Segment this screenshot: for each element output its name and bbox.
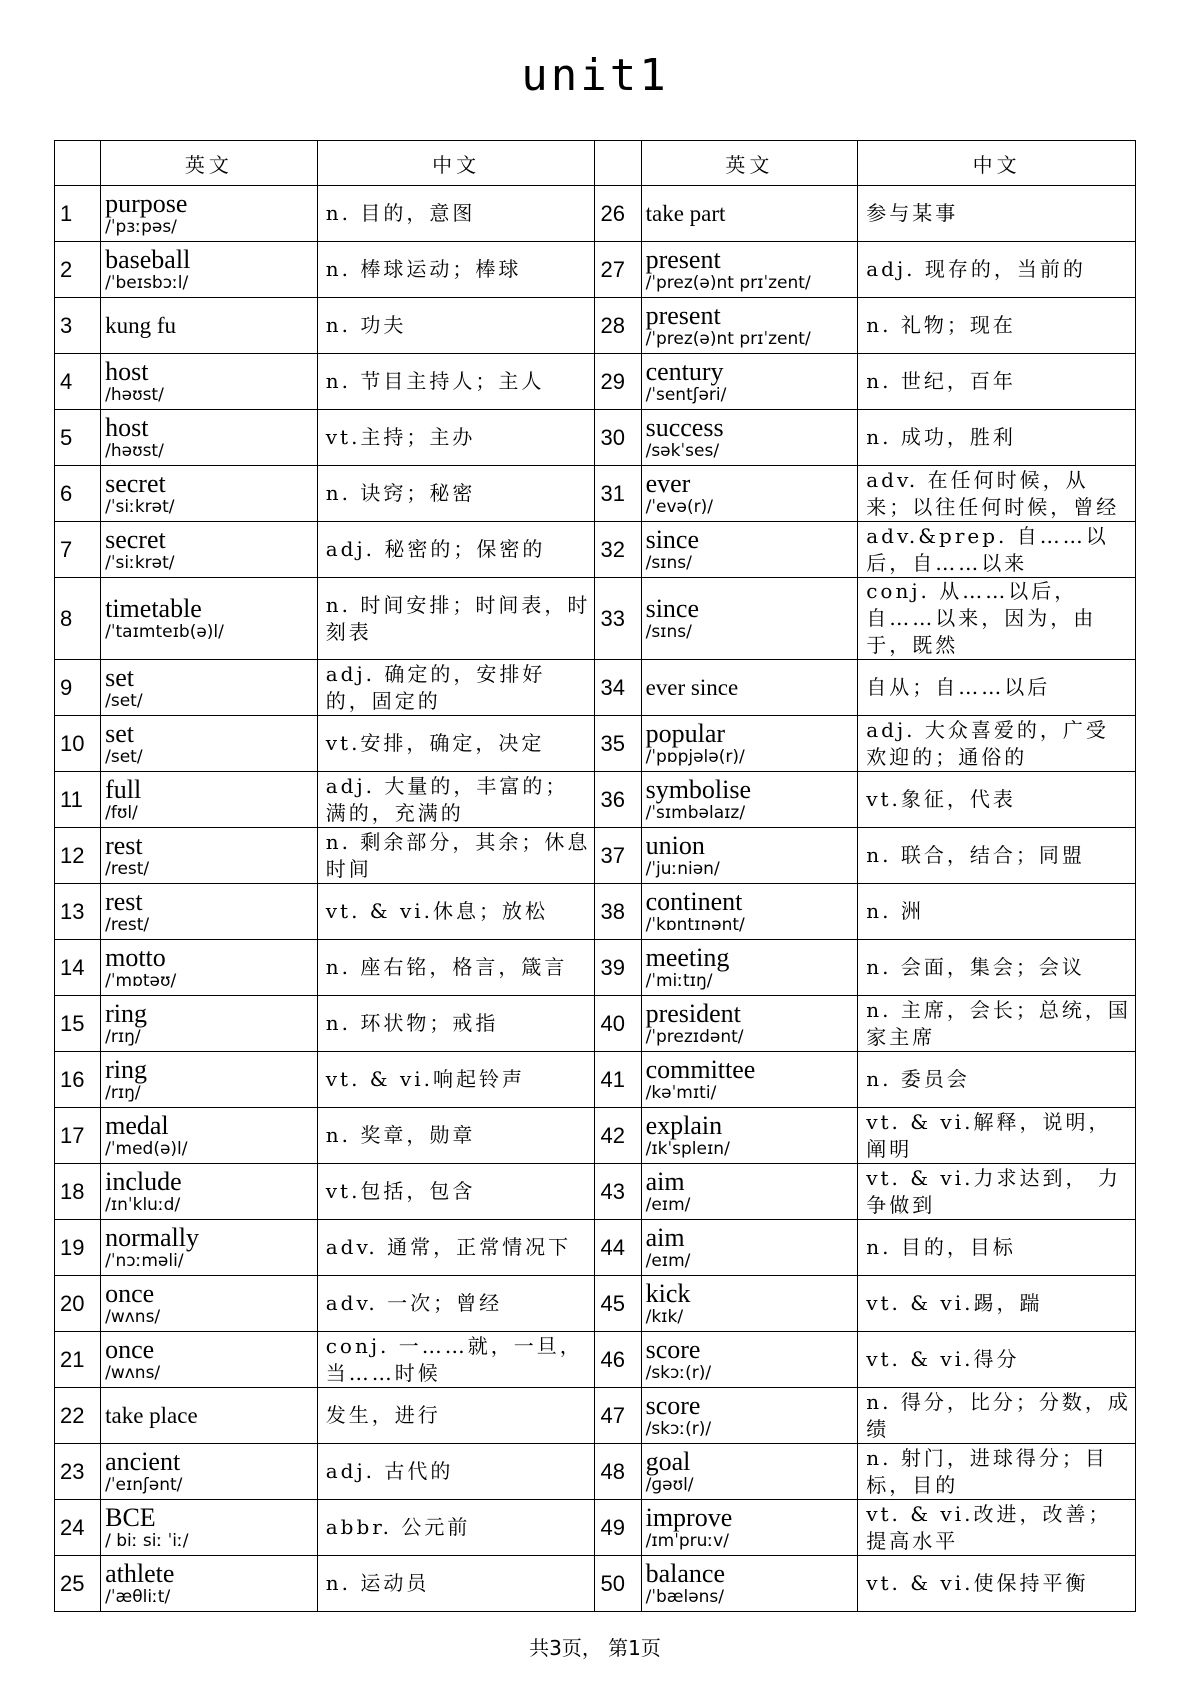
english-word: set xyxy=(105,718,134,748)
table-row xyxy=(55,940,1136,996)
entry-word-cell xyxy=(101,940,318,996)
phonetic: /ˈnɔːməli/ xyxy=(105,1250,184,1271)
english-word: goal xyxy=(645,1446,691,1476)
entry-word-cell xyxy=(101,1388,318,1444)
table-body xyxy=(55,186,1136,1612)
chinese-meaning: n. 目的，意图 xyxy=(317,186,595,242)
table-row xyxy=(55,522,1136,578)
entry-word-cell xyxy=(641,1164,858,1220)
chinese-meaning: adv. 通常，正常情况下 xyxy=(317,1220,595,1276)
table-row xyxy=(55,1332,1136,1388)
entry-number: 25 xyxy=(55,1556,101,1612)
entry-word-cell xyxy=(101,354,318,410)
entry-number: 17 xyxy=(55,1108,101,1164)
chinese-meaning: adj. 大众喜爱的，广受欢迎的；通俗的 xyxy=(858,716,1136,772)
entry-number: 13 xyxy=(55,884,101,940)
english-word: baseball xyxy=(105,244,191,274)
entry-word-cell xyxy=(101,186,318,242)
entry-number: 42 xyxy=(595,1108,641,1164)
phonetic: /ˈmed(ə)l/ xyxy=(105,1138,188,1159)
chinese-meaning: n. 环状物；戒指 xyxy=(317,996,595,1052)
entry-number: 44 xyxy=(595,1220,641,1276)
entry-word-cell xyxy=(641,772,858,828)
entry-word-cell xyxy=(101,1164,318,1220)
phonetic: /ˈkɒntɪnənt/ xyxy=(645,914,745,935)
chinese-meaning: adv.&prep. 自……以后，自……以来 xyxy=(858,522,1136,578)
phonetic: /səkˈses/ xyxy=(645,440,720,461)
entry-word-cell xyxy=(641,1332,858,1388)
phonetic: /ɪmˈpruːv/ xyxy=(645,1530,729,1551)
chinese-meaning: n. 洲 xyxy=(858,884,1136,940)
chinese-meaning: adv. 在任何时候，从来；以往任何时候，曾经 xyxy=(858,466,1136,522)
chinese-meaning: n. 联合，结合；同盟 xyxy=(858,828,1136,884)
chinese-meaning: vt. & vi.改进，改善；提高水平 xyxy=(858,1500,1136,1556)
entry-word-cell xyxy=(641,1276,858,1332)
phonetic: /ˈmɒtəʊ/ xyxy=(105,970,177,991)
chinese-meaning: n. 诀窍；秘密 xyxy=(317,466,595,522)
chinese-meaning: n. 剩余部分，其余；休息时间 xyxy=(317,828,595,884)
english-word: host xyxy=(105,356,149,386)
entry-number: 24 xyxy=(55,1500,101,1556)
english-word: president xyxy=(645,998,741,1028)
chinese-meaning: 参与某事 xyxy=(858,186,1136,242)
chinese-meaning: vt. & vi.休息；放松 xyxy=(317,884,595,940)
entry-number: 49 xyxy=(595,1500,641,1556)
english-word: committee xyxy=(645,1054,756,1084)
english-word: continent xyxy=(645,886,743,916)
page-title: unit1 xyxy=(521,50,669,101)
entry-number: 8 xyxy=(55,578,101,660)
english-word: purpose xyxy=(105,188,188,218)
page-footer: 共3页， 第1页 xyxy=(529,1636,661,1660)
chinese-meaning: conj. 从……以后，自……以来，因为，由于，既然 xyxy=(858,578,1136,660)
entry-word-cell xyxy=(641,1108,858,1164)
entry-word-cell xyxy=(101,660,318,716)
english-word: rest xyxy=(105,830,143,860)
english-word: normally xyxy=(105,1222,199,1252)
header-num-left xyxy=(55,141,101,186)
english-word: score xyxy=(645,1390,701,1420)
english-word: set xyxy=(105,662,134,692)
entry-number: 36 xyxy=(595,772,641,828)
entry-number: 4 xyxy=(55,354,101,410)
entry-word-cell xyxy=(641,1444,858,1500)
chinese-meaning: n. 成功，胜利 xyxy=(858,410,1136,466)
entry-number: 9 xyxy=(55,660,101,716)
chinese-meaning: vt.安排，确定，决定 xyxy=(317,716,595,772)
entry-number: 16 xyxy=(55,1052,101,1108)
phonetic: /skɔː(r)/ xyxy=(645,1418,712,1439)
entry-number: 46 xyxy=(595,1332,641,1388)
english-word: once xyxy=(105,1334,155,1364)
phonetic: /ˈprez(ə)nt prɪˈzent/ xyxy=(645,328,811,349)
entry-word-cell xyxy=(101,884,318,940)
entry-number: 40 xyxy=(595,996,641,1052)
chinese-meaning: vt. & vi.解释，说明，阐明 xyxy=(858,1108,1136,1164)
entry-word-cell xyxy=(641,940,858,996)
phonetic: /ˈbeɪsbɔːl/ xyxy=(105,272,189,293)
table-row xyxy=(55,1164,1136,1220)
entry-number: 28 xyxy=(595,298,641,354)
table-row xyxy=(55,828,1136,884)
table-row xyxy=(55,1388,1136,1444)
english-word: ancient xyxy=(105,1446,181,1476)
entry-word-cell xyxy=(101,1276,318,1332)
entry-word-cell xyxy=(641,522,858,578)
entry-word-cell xyxy=(641,578,858,660)
chinese-meaning: adj. 秘密的；保密的 xyxy=(317,522,595,578)
phonetic: /ɪnˈkluːd/ xyxy=(105,1194,181,1215)
entry-word-cell xyxy=(101,578,318,660)
english-word: ever since xyxy=(645,674,739,700)
phonetic: /wʌns/ xyxy=(105,1306,161,1327)
entry-word-cell xyxy=(101,716,318,772)
table-row xyxy=(55,996,1136,1052)
entry-word-cell xyxy=(641,466,858,522)
header-english-left: 英文 xyxy=(101,141,318,186)
english-word: once xyxy=(105,1278,155,1308)
table-row xyxy=(55,1556,1136,1612)
entry-number: 21 xyxy=(55,1332,101,1388)
phonetic: /kɪk/ xyxy=(645,1306,684,1327)
entry-number: 26 xyxy=(595,186,641,242)
entry-word-cell xyxy=(641,242,858,298)
table-row xyxy=(55,410,1136,466)
chinese-meaning: vt.象征，代表 xyxy=(858,772,1136,828)
entry-word-cell xyxy=(641,354,858,410)
table-row xyxy=(55,242,1136,298)
english-word: host xyxy=(105,412,149,442)
phonetic: /rɪŋ/ xyxy=(105,1082,141,1103)
phonetic: /ˈsentʃəri/ xyxy=(645,384,727,405)
table-row xyxy=(55,1500,1136,1556)
chinese-meaning: adv. 一次；曾经 xyxy=(317,1276,595,1332)
entry-word-cell xyxy=(101,466,318,522)
phonetic: /ˈeɪnʃənt/ xyxy=(105,1474,183,1495)
chinese-meaning: adj. 确定的，安排好的，固定的 xyxy=(317,660,595,716)
chinese-meaning: vt. & vi.踢，踹 xyxy=(858,1276,1136,1332)
entry-word-cell xyxy=(641,1500,858,1556)
english-word: ever xyxy=(645,468,691,498)
table-row xyxy=(55,1444,1136,1500)
phonetic: /ˈbæləns/ xyxy=(645,1586,725,1607)
chinese-meaning: n. 得分，比分；分数，成绩 xyxy=(858,1388,1136,1444)
chinese-meaning: n. 棒球运动；棒球 xyxy=(317,242,595,298)
chinese-meaning: n. 功夫 xyxy=(317,298,595,354)
english-word: aim xyxy=(645,1222,685,1252)
header-english-right: 英文 xyxy=(641,141,858,186)
entry-word-cell xyxy=(641,996,858,1052)
table-row xyxy=(55,1108,1136,1164)
phonetic: /ˈæθliːt/ xyxy=(105,1586,171,1607)
entry-word-cell xyxy=(641,884,858,940)
entry-word-cell xyxy=(101,522,318,578)
entry-number: 2 xyxy=(55,242,101,298)
entry-number: 12 xyxy=(55,828,101,884)
english-word: include xyxy=(105,1166,182,1196)
english-word: aim xyxy=(645,1166,685,1196)
table-row xyxy=(55,660,1136,716)
entry-number: 27 xyxy=(595,242,641,298)
entry-word-cell xyxy=(101,410,318,466)
phonetic: /set/ xyxy=(105,746,143,767)
entry-number: 6 xyxy=(55,466,101,522)
phonetic: / biː siː ˈiː/ xyxy=(105,1530,189,1551)
chinese-meaning: vt. & vi.响起铃声 xyxy=(317,1052,595,1108)
phonetic: /ˈsɪmbəlaɪz/ xyxy=(645,802,746,823)
phonetic: /ˈtaɪmteɪb(ə)l/ xyxy=(105,621,224,642)
entry-word-cell xyxy=(641,828,858,884)
entry-number: 34 xyxy=(595,660,641,716)
table-row xyxy=(55,1276,1136,1332)
header-chinese-right: 中文 xyxy=(858,141,1136,186)
header-num-right xyxy=(595,141,641,186)
entry-word-cell xyxy=(101,1220,318,1276)
english-word: timetable xyxy=(105,593,202,623)
entry-word-cell xyxy=(101,772,318,828)
entry-number: 22 xyxy=(55,1388,101,1444)
chinese-meaning: adj. 现存的，当前的 xyxy=(858,242,1136,298)
phonetic: /wʌns/ xyxy=(105,1362,161,1383)
phonetic: /ɪkˈspleɪn/ xyxy=(645,1138,730,1159)
entry-word-cell xyxy=(101,1108,318,1164)
table-row xyxy=(55,716,1136,772)
entry-word-cell xyxy=(641,1220,858,1276)
chinese-meaning: vt. & vi.使保持平衡 xyxy=(858,1556,1136,1612)
phonetic: /sɪns/ xyxy=(645,621,692,642)
table-row xyxy=(55,466,1136,522)
phonetic: /eɪm/ xyxy=(645,1194,691,1215)
entry-number: 45 xyxy=(595,1276,641,1332)
entry-word-cell xyxy=(101,298,318,354)
chinese-meaning: n. 目的，目标 xyxy=(858,1220,1136,1276)
english-word: medal xyxy=(105,1110,169,1140)
table-row xyxy=(55,772,1136,828)
entry-word-cell xyxy=(641,298,858,354)
chinese-meaning: n. 奖章，勋章 xyxy=(317,1108,595,1164)
phonetic: /ˈsiːkrət/ xyxy=(105,496,175,517)
chinese-meaning: n. 委员会 xyxy=(858,1052,1136,1108)
entry-number: 3 xyxy=(55,298,101,354)
phonetic: /ˈmiːtɪŋ/ xyxy=(645,970,713,991)
table-row xyxy=(55,186,1136,242)
entry-word-cell xyxy=(641,410,858,466)
chinese-meaning: conj. 一……就，一旦，当……时候 xyxy=(317,1332,595,1388)
english-word: take part xyxy=(645,200,726,226)
entry-word-cell xyxy=(101,1332,318,1388)
entry-number: 33 xyxy=(595,578,641,660)
chinese-meaning: vt. & vi.得分 xyxy=(858,1332,1136,1388)
entry-number: 19 xyxy=(55,1220,101,1276)
entry-number: 31 xyxy=(595,466,641,522)
entry-number: 5 xyxy=(55,410,101,466)
entry-number: 14 xyxy=(55,940,101,996)
entry-number: 48 xyxy=(595,1444,641,1500)
entry-word-cell xyxy=(101,1444,318,1500)
chinese-meaning: n. 座右铭，格言，箴言 xyxy=(317,940,595,996)
phonetic: /həʊst/ xyxy=(105,440,164,461)
english-word: kung fu xyxy=(105,312,177,338)
chinese-meaning: n. 会面，集会；会议 xyxy=(858,940,1136,996)
entry-word-cell xyxy=(641,1556,858,1612)
english-word: rest xyxy=(105,886,143,916)
entry-word-cell xyxy=(101,996,318,1052)
phonetic: /ˈjuːniən/ xyxy=(645,858,720,879)
entry-word-cell xyxy=(101,1500,318,1556)
table-header-row xyxy=(55,141,1136,186)
entry-word-cell xyxy=(641,716,858,772)
phonetic: /rest/ xyxy=(105,858,150,879)
table-row xyxy=(55,884,1136,940)
english-word: symbolise xyxy=(645,774,752,804)
english-word: improve xyxy=(645,1502,733,1532)
chinese-meaning: n. 节目主持人；主人 xyxy=(317,354,595,410)
entry-number: 29 xyxy=(595,354,641,410)
english-word: athlete xyxy=(105,1558,175,1588)
entry-word-cell xyxy=(641,660,858,716)
chinese-meaning: vt.包括，包含 xyxy=(317,1164,595,1220)
english-word: success xyxy=(645,412,724,442)
english-word: BCE xyxy=(105,1502,156,1532)
entry-number: 20 xyxy=(55,1276,101,1332)
phonetic: /həʊst/ xyxy=(105,384,164,405)
entry-number: 30 xyxy=(595,410,641,466)
table-row xyxy=(55,1052,1136,1108)
english-word: secret xyxy=(105,468,166,498)
english-word: century xyxy=(645,356,724,386)
chinese-meaning: n. 时间安排；时间表，时刻表 xyxy=(317,578,595,660)
english-word: ring xyxy=(105,1054,147,1084)
phonetic: /rest/ xyxy=(105,914,150,935)
chinese-meaning: abbr. 公元前 xyxy=(317,1500,595,1556)
chinese-meaning: vt.主持；主办 xyxy=(317,410,595,466)
table-row xyxy=(55,298,1136,354)
english-word: union xyxy=(645,830,705,860)
phonetic: /rɪŋ/ xyxy=(105,1026,141,1047)
entry-number: 1 xyxy=(55,186,101,242)
chinese-meaning: adj. 古代的 xyxy=(317,1444,595,1500)
entry-word-cell xyxy=(101,1556,318,1612)
entry-number: 32 xyxy=(595,522,641,578)
entry-number: 39 xyxy=(595,940,641,996)
table-row xyxy=(55,354,1136,410)
header-chinese-left: 中文 xyxy=(317,141,595,186)
english-word: balance xyxy=(645,1558,725,1588)
english-word: motto xyxy=(105,942,166,972)
entry-number: 11 xyxy=(55,772,101,828)
phonetic: /sɪns/ xyxy=(645,552,692,573)
chinese-meaning: n. 主席，会长；总统，国家主席 xyxy=(858,996,1136,1052)
phonetic: /ˈprez(ə)nt prɪˈzent/ xyxy=(645,272,811,293)
chinese-meaning: n. 世纪，百年 xyxy=(858,354,1136,410)
english-word: present xyxy=(645,300,721,330)
english-word: secret xyxy=(105,524,166,554)
entry-word-cell xyxy=(101,242,318,298)
chinese-meaning: vt. & vi.力求达到， 力争做到 xyxy=(858,1164,1136,1220)
english-word: explain xyxy=(645,1110,723,1140)
table-row xyxy=(55,578,1136,660)
chinese-meaning: 自从；自……以后 xyxy=(858,660,1136,716)
entry-word-cell xyxy=(641,1388,858,1444)
vocabulary-table xyxy=(54,140,1136,1612)
phonetic: /kəˈmɪti/ xyxy=(645,1082,717,1103)
english-word: take place xyxy=(105,1402,198,1428)
entry-number: 7 xyxy=(55,522,101,578)
entry-word-cell xyxy=(101,1052,318,1108)
english-word: kick xyxy=(645,1278,691,1308)
chinese-meaning: adj. 大量的，丰富的；满的，充满的 xyxy=(317,772,595,828)
phonetic: /eɪm/ xyxy=(645,1250,691,1271)
entry-word-cell xyxy=(641,186,858,242)
english-word: since xyxy=(645,593,700,623)
phonetic: /fʊl/ xyxy=(105,802,138,823)
phonetic: /ˈsiːkrət/ xyxy=(105,552,175,573)
phonetic: /ˈprezɪdənt/ xyxy=(645,1026,744,1047)
phonetic: /skɔː(r)/ xyxy=(645,1362,712,1383)
entry-number: 37 xyxy=(595,828,641,884)
entry-word-cell xyxy=(101,828,318,884)
entry-number: 50 xyxy=(595,1556,641,1612)
entry-number: 38 xyxy=(595,884,641,940)
phonetic: /ˈpɒpjələ(r)/ xyxy=(645,746,745,767)
chinese-meaning: 发生，进行 xyxy=(317,1388,595,1444)
english-word: present xyxy=(645,244,721,274)
english-word: full xyxy=(105,774,142,804)
phonetic: /ˈevə(r)/ xyxy=(645,496,713,517)
phonetic: /ɡəʊl/ xyxy=(645,1474,694,1495)
phonetic: /set/ xyxy=(105,690,143,711)
entry-number: 43 xyxy=(595,1164,641,1220)
entry-number: 23 xyxy=(55,1444,101,1500)
entry-number: 35 xyxy=(595,716,641,772)
entry-number: 47 xyxy=(595,1388,641,1444)
english-word: since xyxy=(645,524,700,554)
phonetic: /ˈpɜːpəs/ xyxy=(105,216,177,237)
chinese-meaning: n. 射门，进球得分；目标，目的 xyxy=(858,1444,1136,1500)
chinese-meaning: n. 运动员 xyxy=(317,1556,595,1612)
english-word: meeting xyxy=(645,942,730,972)
table-row xyxy=(55,1220,1136,1276)
entry-word-cell xyxy=(641,1052,858,1108)
entry-number: 18 xyxy=(55,1164,101,1220)
entry-number: 41 xyxy=(595,1052,641,1108)
english-word: ring xyxy=(105,998,147,1028)
entry-number: 10 xyxy=(55,716,101,772)
entry-number: 15 xyxy=(55,996,101,1052)
english-word: popular xyxy=(645,718,726,748)
english-word: score xyxy=(645,1334,701,1364)
chinese-meaning: n. 礼物；现在 xyxy=(858,298,1136,354)
